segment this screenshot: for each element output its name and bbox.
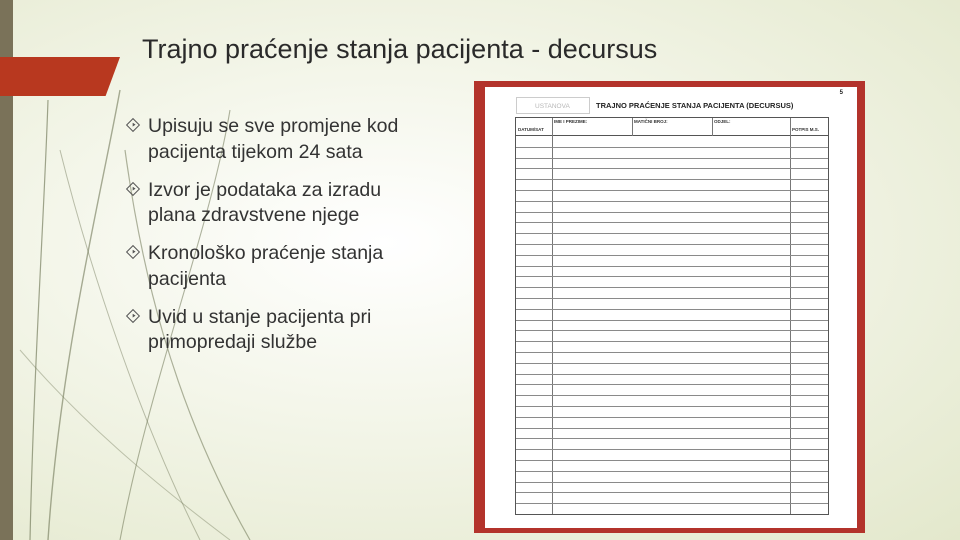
diamond-arrow-icon [126, 118, 140, 132]
form-row-line [516, 406, 828, 407]
form-row-line [516, 330, 828, 331]
form-ustanova-box: USTANOVA [516, 97, 590, 114]
diamond-arrow-icon [126, 181, 140, 195]
header-ime-prezime: IME I PREZIME: [554, 119, 588, 124]
form-table [515, 117, 829, 515]
form-row-line [516, 438, 828, 439]
form-row-line [516, 266, 828, 267]
bullet-item [126, 178, 416, 229]
bullet-text: Kronološko praćenje stanja pacijenta [148, 242, 384, 290]
slide-title: Trajno praćenje stanja pacijenta - decursus [142, 34, 658, 64]
column-divider [790, 118, 791, 514]
diamond-arrow-icon [126, 245, 140, 259]
form-row-line [516, 341, 828, 342]
column-divider [712, 118, 713, 136]
form-row-line [516, 276, 828, 277]
bullet-text: Izvor je podataka za izradu plana zdravstvene njege [148, 178, 382, 226]
form-header-row [516, 118, 828, 126]
form-row-line [516, 190, 828, 191]
form-row-line [516, 428, 828, 429]
form-row-line [516, 212, 828, 213]
bullet-text: Uvid u stanje pacijenta pri primopredaji službe [148, 305, 372, 353]
header-potpis: POTPIS M.S. [792, 127, 820, 132]
form-row-line [516, 482, 828, 483]
form-row-line [516, 471, 828, 472]
form-title: TRAJNO PRAĆENJE STANJA PACIJENTA (DECURSUS) [596, 101, 794, 110]
column-divider [552, 118, 553, 514]
form-row-line [516, 352, 828, 353]
form-row-line [516, 298, 828, 299]
form-row-line [516, 363, 828, 364]
form-row-line [516, 460, 828, 461]
form-row-line [516, 287, 828, 288]
form-row-line [516, 168, 828, 169]
form-row-line [516, 395, 828, 396]
form-page-number: 5 [839, 90, 843, 96]
header-datum-sat: DATUM/SAT [518, 127, 544, 132]
form-row-line [516, 255, 828, 256]
form-row-line [516, 179, 828, 180]
form-row-line [516, 503, 828, 504]
diamond-arrow-icon [126, 308, 140, 322]
form-row-line [516, 222, 828, 223]
bullet-item [126, 114, 416, 165]
form-row-line [516, 158, 828, 159]
form-row-line [516, 417, 828, 418]
form-row-line [516, 449, 828, 450]
form-row-line [516, 244, 828, 245]
bullet-item [126, 305, 416, 356]
form-row-line [516, 201, 828, 202]
header-maticni-broj: MATIČNI BROJ: [634, 119, 668, 124]
form-row-line [516, 320, 828, 321]
bullet-text: Upisuju se sve promjene kod pacijenta tijekom 24 sata [148, 115, 399, 163]
form-row-line [516, 374, 828, 375]
form-column-header-row [516, 126, 828, 136]
header-odjel: ODJEL: [714, 119, 731, 124]
form-row-line [516, 233, 828, 234]
bullet-item [126, 241, 416, 292]
form-row-line [516, 384, 828, 385]
form-row-line [516, 309, 828, 310]
form-row-line [516, 147, 828, 148]
bullet-list [126, 114, 416, 368]
column-divider [632, 118, 633, 136]
form-row-line [516, 492, 828, 493]
form-sheet [485, 87, 857, 528]
